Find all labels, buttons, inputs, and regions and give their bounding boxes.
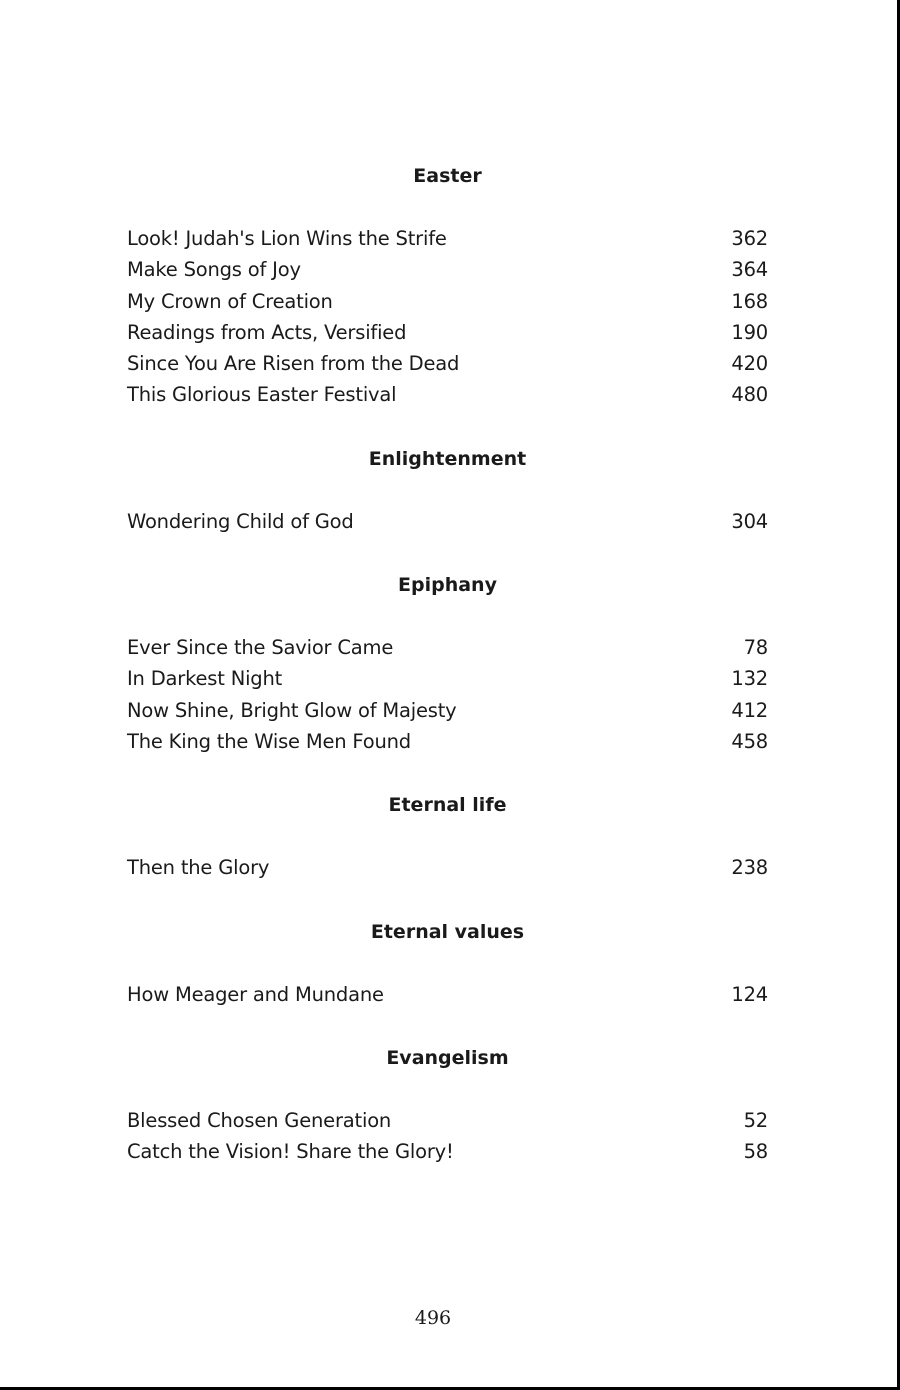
index-entry <box>127 223 768 254</box>
entry-title: Then the Glory <box>127 856 270 880</box>
entry-title: Make Songs of Joy <box>127 258 301 282</box>
index-entry <box>127 379 768 410</box>
index-entry <box>127 726 768 757</box>
entry-page-number: 304 <box>731 509 768 533</box>
section-heading: Epiphany <box>398 574 497 597</box>
entry-title: The King the Wise Men Found <box>127 729 411 753</box>
section-heading: Eternal values <box>370 920 525 943</box>
index-entry <box>127 506 768 537</box>
entry-title: My Crown of Creation <box>127 289 333 313</box>
entry-title: How Meager and Mundane <box>127 982 384 1006</box>
index-entry <box>127 632 768 663</box>
entry-page-number: 168 <box>731 289 768 313</box>
entry-page-number: 58 <box>743 1140 768 1164</box>
entry-title: Look! Judah's Lion Wins the Strife <box>127 227 447 250</box>
topical-index <box>127 160 768 1167</box>
index-entry <box>127 317 768 348</box>
entry-title: Now Shine, Bright Glow of Majesty <box>127 698 457 722</box>
entry-title: In Darkest Night <box>127 667 283 691</box>
entry-page-number: 412 <box>731 698 768 722</box>
section-heading: Eternal life <box>388 794 507 817</box>
entry-page-number: 78 <box>743 636 768 660</box>
entry-page-number: 124 <box>731 982 768 1006</box>
index-entry <box>127 286 768 317</box>
index-entry <box>127 695 768 726</box>
index-entry <box>127 663 768 694</box>
entry-page-number: 52 <box>743 1108 768 1132</box>
entry-page-number: 458 <box>731 729 768 753</box>
section-eternal-life <box>127 789 768 883</box>
entry-page-number: 238 <box>731 856 768 880</box>
index-entry <box>127 348 768 379</box>
entry-title: Wondering Child of God <box>127 509 354 533</box>
entry-title: This Glorious Easter Festival <box>127 383 397 407</box>
section-eternal-values <box>127 916 768 1010</box>
section-easter <box>127 160 768 411</box>
entry-title: Readings from Acts, Versified <box>127 320 407 344</box>
section-epiphany <box>127 569 768 757</box>
entry-title: Catch the Vision! Share the Glory! <box>127 1140 454 1164</box>
index-entry <box>127 254 768 285</box>
index-entry <box>127 852 768 883</box>
entry-page-number: 132 <box>731 667 768 691</box>
section-heading: Evangelism <box>386 1046 509 1069</box>
entry-page-number: 362 <box>731 227 768 250</box>
entry-page-number: 420 <box>731 352 768 376</box>
index-entry <box>127 1105 768 1136</box>
entry-title: Blessed Chosen Generation <box>127 1108 392 1132</box>
index-entry <box>127 979 768 1010</box>
entry-page-number: 364 <box>731 258 768 282</box>
entry-title: Ever Since the Savior Came <box>127 636 394 660</box>
section-heading: Enlightenment <box>368 447 527 470</box>
index-entry <box>127 1136 768 1167</box>
entry-title: Since You Are Risen from the Dead <box>127 352 460 376</box>
entry-page-number: 480 <box>731 383 768 407</box>
section-enlightenment <box>127 443 768 537</box>
section-evangelism <box>127 1042 768 1168</box>
page-number: 496 <box>414 1307 452 1329</box>
section-heading: Easter <box>413 165 482 187</box>
entry-page-number: 190 <box>731 320 768 344</box>
